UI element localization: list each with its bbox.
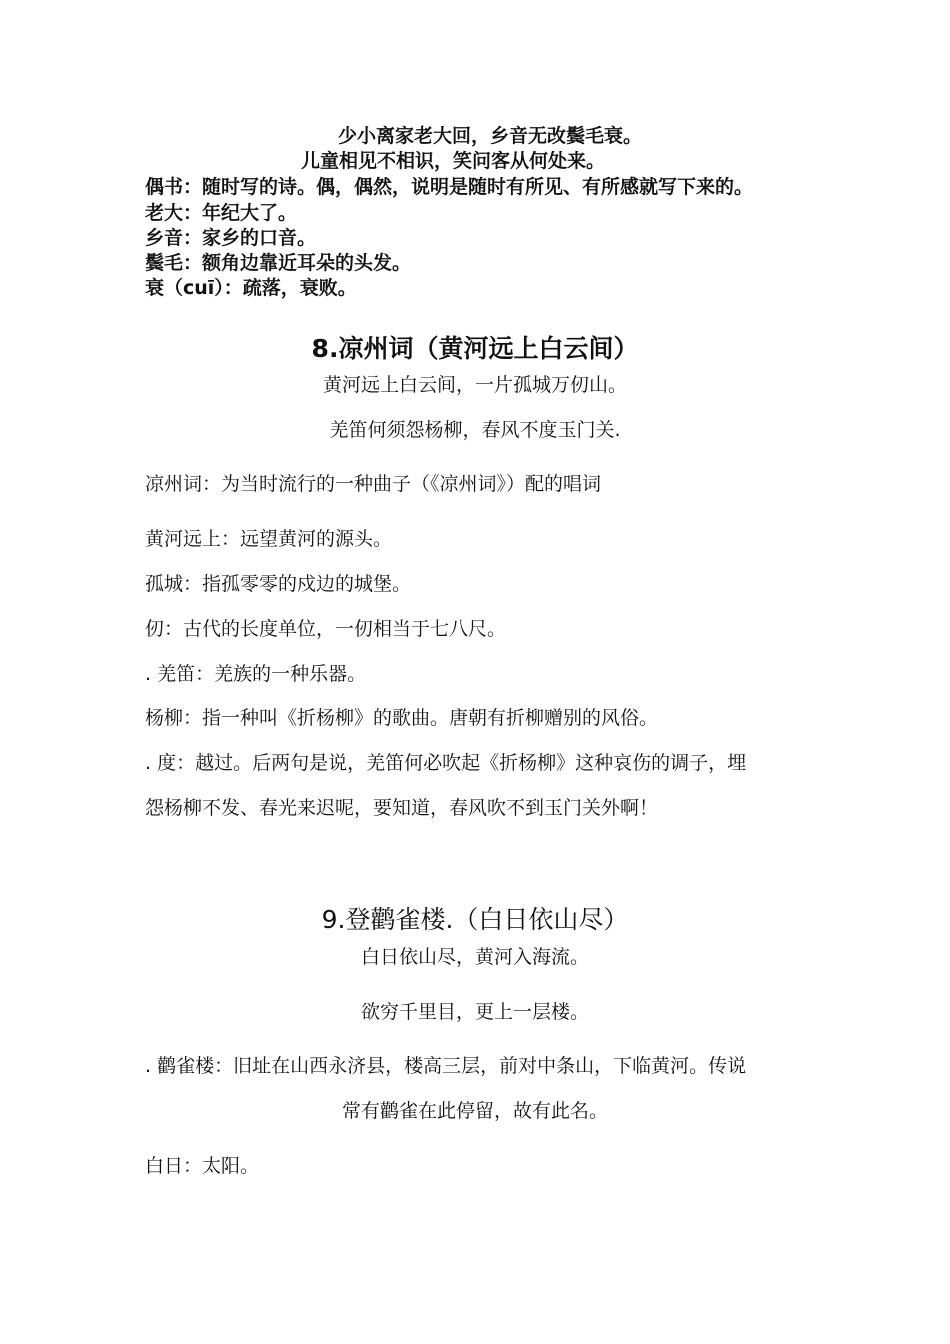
note: 黄河远上：远望黄河的源头。 <box>145 528 393 550</box>
note: 白日：太阳。 <box>145 1155 260 1177</box>
poem-line: 少小离家老大回，乡音无改鬓毛衰。 <box>338 125 643 147</box>
poem-line: 白日依山尽，黄河入海流。 <box>360 946 589 968</box>
note: . 度：越过。后两句是说，羌笛何必吹起《折杨柳》这种哀伤的调子，埋 <box>145 752 747 774</box>
note: 仞：古代的长度单位，一仞相当于七八尺。 <box>145 618 507 640</box>
note: 偶书：随时写的诗。偶，偶然，说明是随时有所见、有所感就写下来的。 <box>145 176 754 198</box>
poem-line: 欲穷千里目，更上一层楼。 <box>360 1001 589 1023</box>
note: 衰（cuī）：疏落，衰败。 <box>145 277 357 299</box>
note: 老大：年纪大了。 <box>145 202 298 224</box>
note: 常有鹳雀在此停留，故有此名。 <box>341 1100 608 1122</box>
note: 乡音：家乡的口音。 <box>145 227 317 249</box>
note: . 鹳雀楼：旧址在山西永济县，楼高三层，前对中条山，下临黄河。传说 <box>145 1055 747 1077</box>
note: 孤城：指孤零零的戍边的城堡。 <box>145 573 412 595</box>
note: 鬓毛：额角边靠近耳朵的头发。 <box>145 252 412 274</box>
section-9-title: 9.登鹳雀楼.（白日依山尽） <box>321 905 629 934</box>
poem-line: 羌笛何须怨杨柳，春风不度玉门关. <box>329 419 621 441</box>
section-8-title: 8.凉州词（黄河远上白云间） <box>311 334 639 363</box>
note: 杨柳：指一种叫《折杨柳》的歌曲。唐朝有折柳赠别的风俗。 <box>145 707 659 729</box>
poem-line: 黄河远上白云间，一片孤城万仞山。 <box>322 374 627 396</box>
note: 怨杨柳不发、春光来迟呢，要知道，春风吹不到玉门关外啊！ <box>145 797 659 819</box>
note: 凉州词：为当时流行的一种曲子（《凉州词》）配的唱词 <box>145 473 602 495</box>
poem-line: 儿童相见不相识，笑问客从何处来。 <box>301 150 606 172</box>
note: . 羌笛：羌族的一种乐器。 <box>145 663 367 685</box>
